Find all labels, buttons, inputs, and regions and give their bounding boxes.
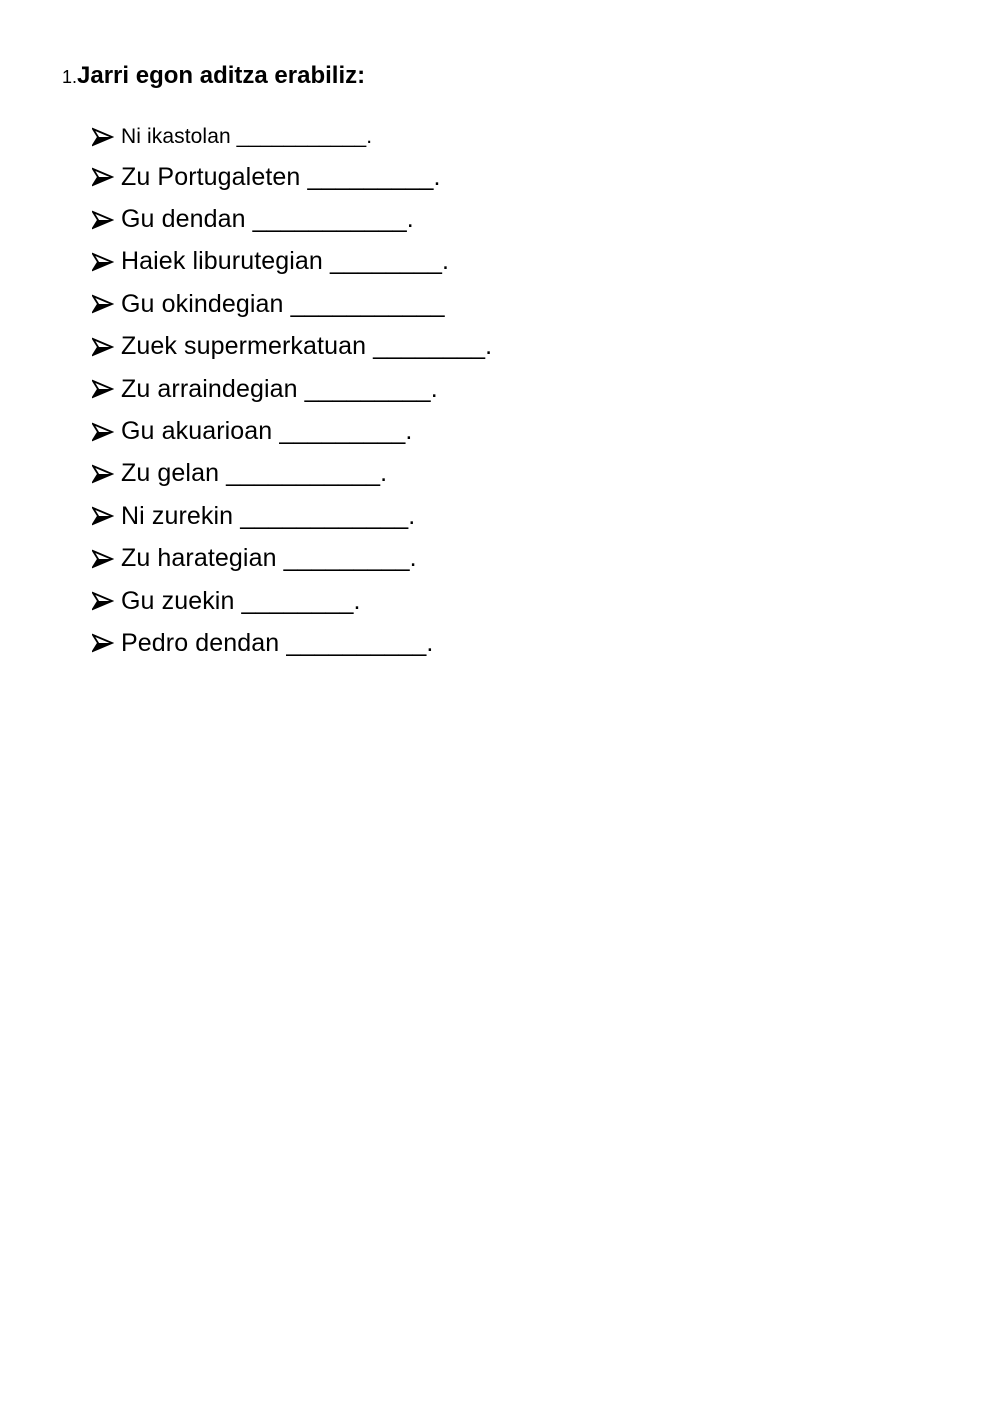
exercise-item-text: Gu okindegian ___________ <box>121 289 445 318</box>
exercise-item-text: Ni zurekin ____________. <box>121 501 416 530</box>
exercise-item-text: Pedro dendan __________. <box>121 628 434 657</box>
arrow-bullet-icon <box>92 126 114 148</box>
exercise-item-list <box>92 118 492 665</box>
arrow-bullet-icon <box>92 209 114 231</box>
list-item <box>92 326 492 368</box>
arrow-bullet-icon <box>92 293 114 315</box>
exercise-item-text: Gu zuekin ________. <box>121 586 361 615</box>
arrow-bullet-icon <box>92 251 114 273</box>
list-item <box>92 156 492 198</box>
list-item <box>92 495 492 537</box>
arrow-bullet-icon <box>92 378 114 400</box>
exercise-heading <box>62 62 365 90</box>
arrow-bullet-icon <box>92 336 114 358</box>
list-item <box>92 580 492 622</box>
arrow-bullet-icon <box>92 548 114 570</box>
list-item <box>92 198 492 240</box>
arrow-bullet-icon <box>92 590 114 612</box>
exercise-item-text: Zuek supermerkatuan ________. <box>121 332 493 361</box>
exercise-title: Jarri egon aditza erabiliz: <box>77 62 366 89</box>
exercise-item-text: Gu dendan ___________. <box>121 205 414 234</box>
arrow-bullet-icon <box>92 463 114 485</box>
arrow-bullet-icon <box>92 505 114 527</box>
list-item <box>92 622 492 664</box>
list-item <box>92 118 492 156</box>
list-item <box>92 283 492 325</box>
list-item <box>92 368 492 410</box>
arrow-bullet-icon <box>92 421 114 443</box>
exercise-item-text: Zu Portugaleten _________. <box>121 162 441 191</box>
exercise-item-text: Zu harategian _________. <box>121 544 417 573</box>
arrow-bullet-icon <box>92 166 114 188</box>
exercise-item-text: Zu arraindegian _________. <box>121 374 438 403</box>
exercise-item-text: Ni ikastolan ___________. <box>121 125 373 148</box>
list-item <box>92 538 492 580</box>
exercise-number: 1. <box>62 67 78 87</box>
list-item <box>92 241 492 283</box>
exercise-item-text: Gu akuarioan _________. <box>121 417 413 446</box>
exercise-item-text: Zu gelan ___________. <box>121 459 388 488</box>
arrow-bullet-icon <box>92 632 114 654</box>
list-item <box>92 453 492 495</box>
exercise-item-text: Haiek liburutegian ________. <box>121 247 450 276</box>
list-item <box>92 410 492 452</box>
